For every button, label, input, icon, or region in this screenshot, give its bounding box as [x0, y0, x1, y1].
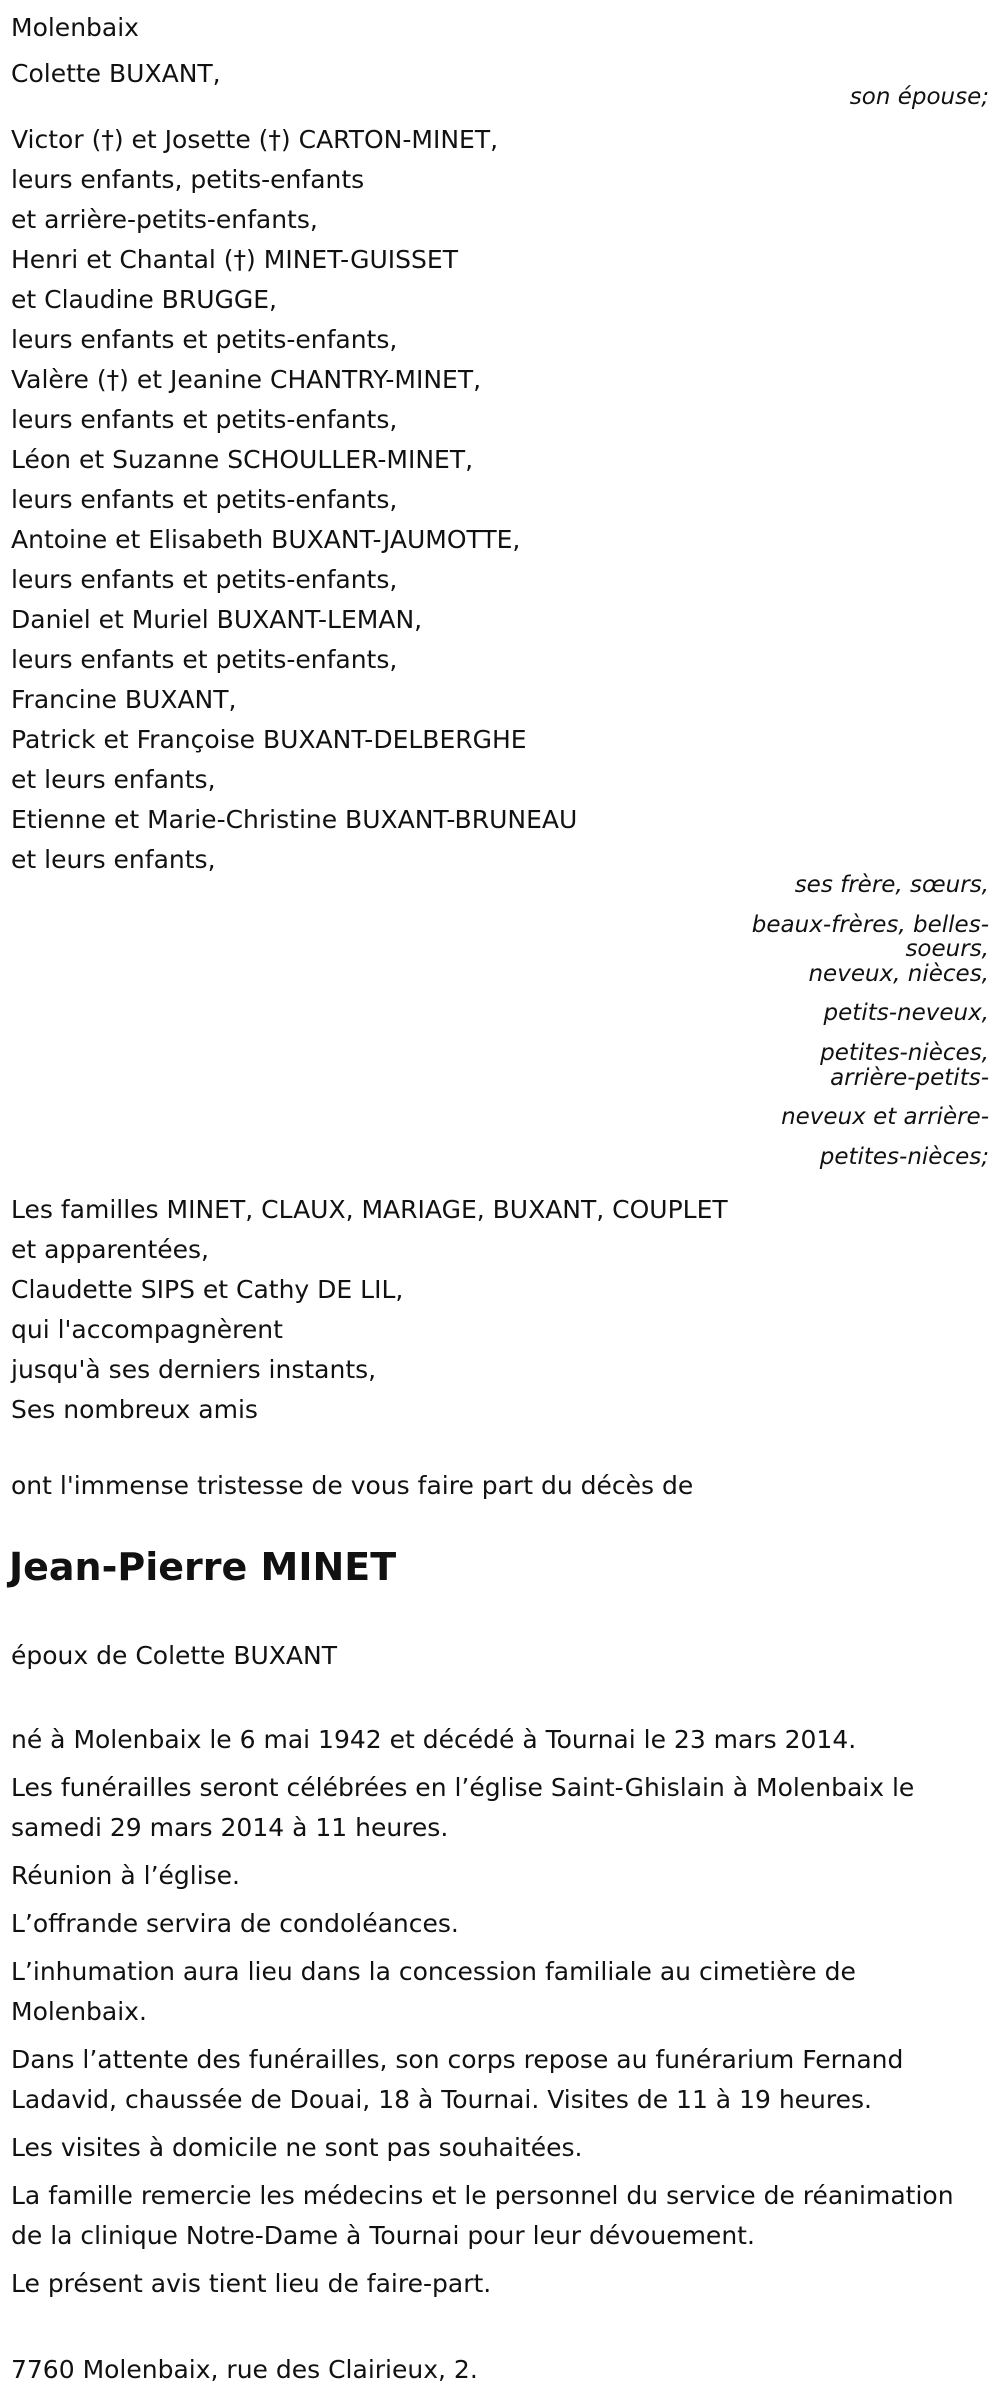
funeral-details: [11, 1720, 991, 2312]
others-line: et apparentées,: [11, 1235, 209, 1264]
others-line: Les familles MINET, CLAUX, MARIAGE, BUXANT, COUPLET: [11, 1195, 728, 1224]
detail-paragraph: Dans l’attente des funérailles, son corps repose au funérarium Fernand Ladavid, chaussée de Douai, 18 à Tournai. Visites de 11 à 19 heures.: [11, 2045, 904, 2114]
spouse-role: son épouse;: [849, 84, 989, 110]
family-line: et leurs enfants,: [11, 765, 216, 794]
relations-line: ses frère, sœurs,: [794, 872, 989, 898]
family-line: Daniel et Muriel BUXANT-LEMAN,: [11, 605, 423, 634]
others-list: [11, 1190, 728, 1430]
family-line: leurs enfants, petits-enfants: [11, 165, 365, 194]
detail-paragraph: né à Molenbaix le 6 mai 1942 et décédé à Tournai le 23 mars 2014.: [11, 1725, 857, 1754]
detail-paragraph: Réunion à l’église.: [11, 1861, 241, 1890]
family-line: leurs enfants et petits-enfants,: [11, 485, 398, 514]
family-list: [11, 120, 577, 880]
detail-paragraph: L’offrande servira de condoléances.: [11, 1909, 459, 1938]
family-line: leurs enfants et petits-enfants,: [11, 405, 398, 434]
others-line: Claudette SIPS et Cathy DE LIL,: [11, 1275, 404, 1304]
family-line: Francine BUXANT,: [11, 685, 237, 714]
relations-line: arrière-petits-: [830, 1064, 989, 1091]
family-line: et arrière-petits-enfants,: [11, 205, 318, 234]
others-line: Ses nombreux amis: [11, 1395, 258, 1424]
relations-line: beaux-frères, belles-: [751, 911, 989, 938]
epoux-line: époux de Colette BUXANT: [11, 1641, 337, 1670]
family-line: Etienne et Marie-Christine BUXANT-BRUNEAU: [11, 805, 578, 834]
detail-paragraph: Le présent avis tient lieu de faire-part.: [11, 2269, 492, 2298]
family-address: 7760 Molenbaix, rue des Clairieux, 2.: [11, 2355, 478, 2384]
others-line: jusqu'à ses derniers instants,: [11, 1355, 377, 1384]
others-line: qui l'accompagnèrent: [11, 1315, 283, 1344]
detail-paragraph: La famille remercie les médecins et le personnel du service de réanimation de la clinique Notre-Dame à Tournai pour leur dévouement.: [11, 2181, 954, 2250]
family-line: leurs enfants et petits-enfants,: [11, 325, 398, 354]
relations-line: petites-nièces;: [819, 1143, 989, 1170]
relations-block: [689, 866, 989, 1177]
relations-line: neveux et arrière-: [781, 1104, 989, 1131]
family-line: Victor (†) et Josette (†) CARTON-MINET,: [11, 125, 499, 154]
spouse-name: Colette BUXANT,: [11, 59, 221, 88]
family-line: Henri et Chantal (†) MINET-GUISSET: [11, 245, 458, 274]
family-line: et leurs enfants,: [11, 845, 216, 874]
relations-line: soeurs,: [905, 936, 989, 963]
family-line: leurs enfants et petits-enfants,: [11, 645, 398, 674]
detail-paragraph: L’inhumation aura lieu dans la concession familiale au cimetière de Molenbaix.: [11, 1957, 856, 2026]
family-line: Léon et Suzanne SCHOULLER-MINET,: [11, 445, 474, 474]
detail-paragraph: Les visites à domicile ne sont pas souhaitées.: [11, 2133, 583, 2162]
family-line: et Claudine BRUGGE,: [11, 285, 277, 314]
family-line: Valère (†) et Jeanine CHANTRY-MINET,: [11, 365, 482, 394]
deceased-name: Jean-Pierre MINET: [9, 1545, 397, 1589]
relations-line: petites-nièces,: [820, 1039, 989, 1066]
family-line: leurs enfants et petits-enfants,: [11, 565, 398, 594]
announcement-text: ont l'immense tristesse de vous faire part du décès de: [11, 1471, 694, 1500]
relations-line: petits-neveux,: [823, 1000, 989, 1027]
place-heading: Molenbaix: [11, 13, 139, 42]
family-line: Patrick et Françoise BUXANT-DELBERGHE: [11, 725, 527, 754]
family-line: Antoine et Elisabeth BUXANT-JAUMOTTE,: [11, 525, 521, 554]
relations-line: neveux, nièces,: [808, 960, 989, 987]
detail-paragraph: Les funérailles seront célébrées en l’église Saint-Ghislain à Molenbaix le samedi 29 mars 2014 à 11 heures.: [11, 1773, 915, 1842]
